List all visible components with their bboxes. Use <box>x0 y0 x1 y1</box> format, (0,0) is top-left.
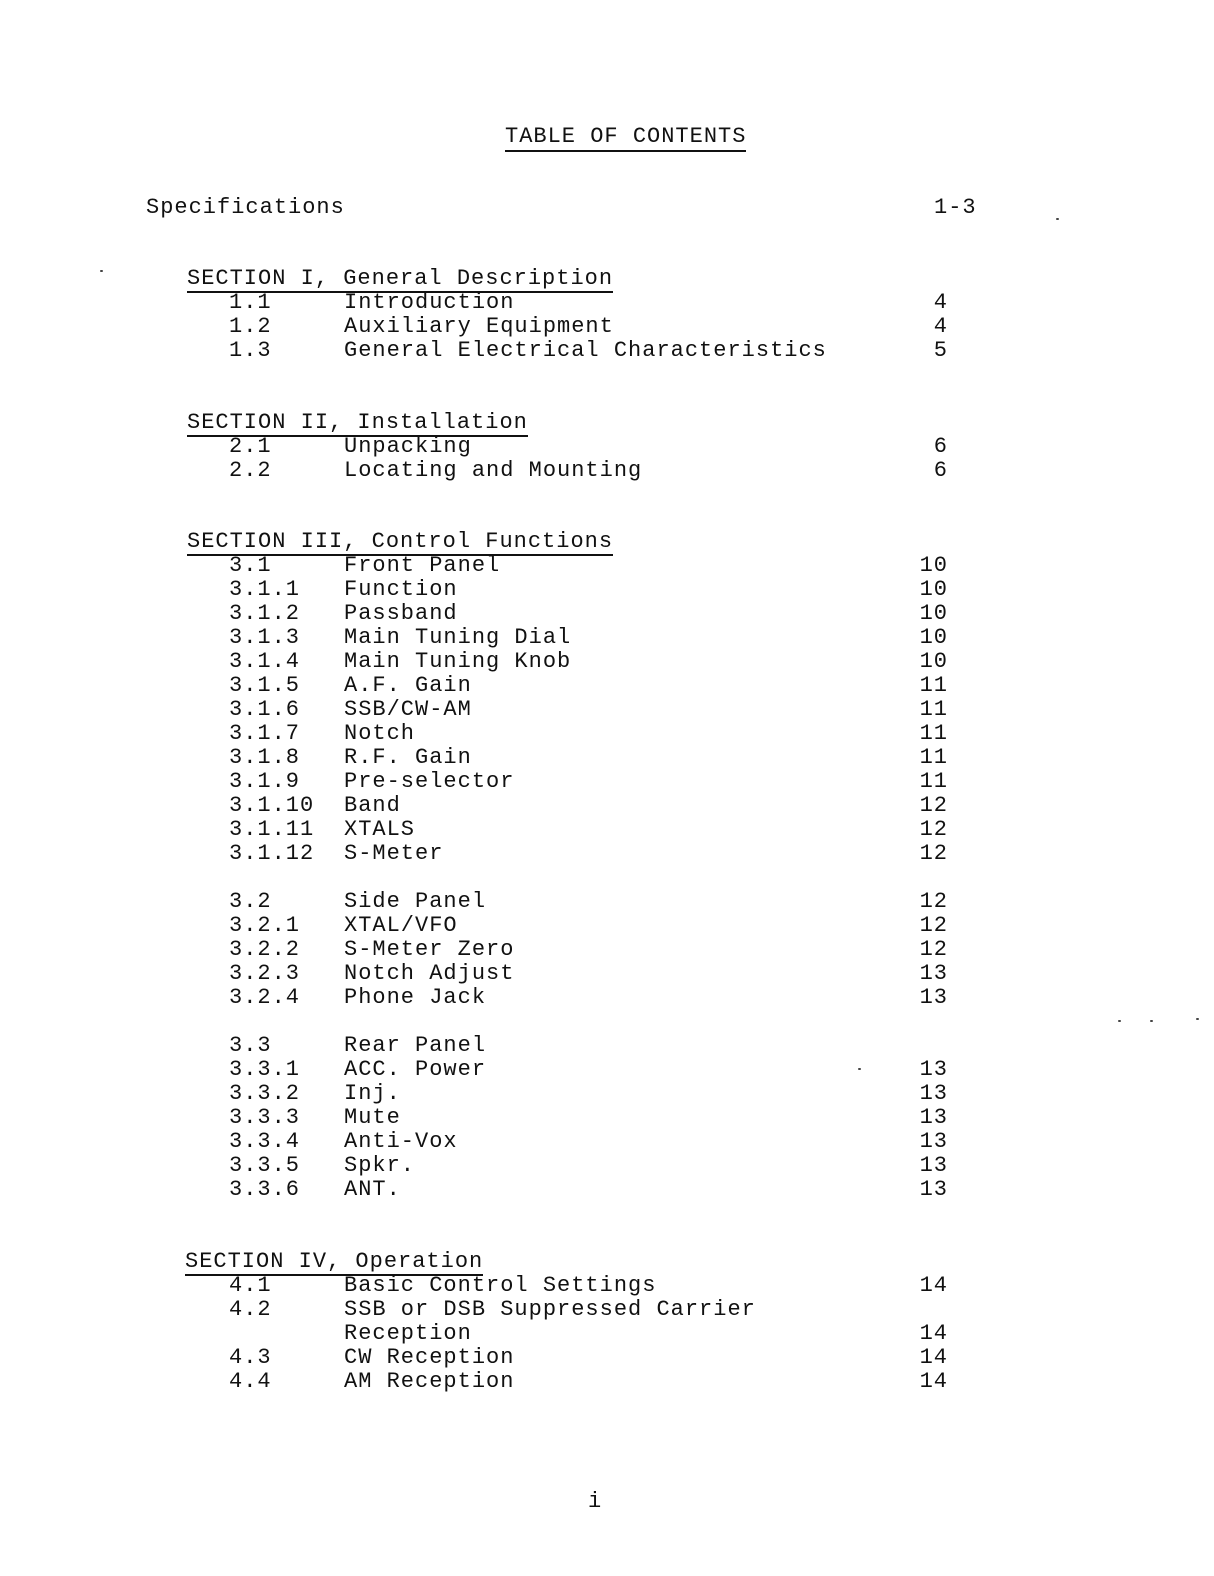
section-heading: SECTION IV, Operation <box>185 1249 484 1274</box>
entry-title: SSB or DSB Suppressed Carrier <box>344 1297 756 1322</box>
entry-title-continued: Reception <box>344 1321 472 1346</box>
entry-number: 3.2.4 <box>229 985 301 1010</box>
entry-page: 13 <box>919 961 948 986</box>
specifications-page: 1-3 <box>934 195 977 220</box>
entry-number: 3.2 <box>229 889 272 914</box>
entry-page: 13 <box>919 985 948 1010</box>
entry-number: 3.3.4 <box>229 1129 301 1154</box>
entry-title: General Electrical Characteristics <box>344 338 827 363</box>
entry-page: 11 <box>919 697 948 722</box>
entry-page: 14 <box>919 1369 948 1394</box>
page-title: TABLE OF CONTENTS <box>505 124 746 152</box>
entry-page: 12 <box>919 841 948 866</box>
scan-speck <box>100 270 103 272</box>
scan-speck <box>1056 218 1059 220</box>
entry-page: 4 <box>933 314 948 339</box>
entry-number: 3.1.1 <box>229 577 301 602</box>
entry-number: 3.3.6 <box>229 1177 301 1202</box>
entry-number: 1.2 <box>229 314 272 339</box>
entry-page: 11 <box>919 769 948 794</box>
entry-number: 3.3.2 <box>229 1081 301 1106</box>
entry-page: 14 <box>919 1273 948 1298</box>
entry-page: 12 <box>919 937 948 962</box>
entry-number: 3.1 <box>229 553 272 578</box>
entry-page: 12 <box>919 817 948 842</box>
entry-number: 4.3 <box>229 1345 272 1370</box>
entry-number: 4.1 <box>229 1273 272 1298</box>
entry-title: Spkr. <box>344 1153 416 1178</box>
entry-title: CW Reception <box>344 1345 515 1370</box>
entry-number: 3.1.3 <box>229 625 301 650</box>
entry-number: 3.1.2 <box>229 601 301 626</box>
entry-number: 3.1.7 <box>229 721 301 746</box>
entry-page: 13 <box>919 1105 948 1130</box>
entry-title: S-Meter <box>344 841 444 866</box>
entry-title: Anti-Vox <box>344 1129 458 1154</box>
entry-page: 14 <box>919 1321 948 1346</box>
entry-number: 3.1.11 <box>229 817 315 842</box>
entry-title: Notch <box>344 721 416 746</box>
entry-title: Function <box>344 577 458 602</box>
entry-page: 13 <box>919 1129 948 1154</box>
entry-page: 10 <box>919 577 948 602</box>
entry-page: 11 <box>919 721 948 746</box>
entry-page: 6 <box>933 458 948 483</box>
entry-number: 2.2 <box>229 458 272 483</box>
entry-title: Phone Jack <box>344 985 487 1010</box>
scan-speck <box>858 1068 861 1070</box>
entry-title: Basic Control Settings <box>344 1273 657 1298</box>
specifications-label: Specifications <box>146 195 345 220</box>
entry-page: 5 <box>933 338 948 363</box>
entry-number: 3.2.3 <box>229 961 301 986</box>
entry-title: Rear Panel <box>344 1033 487 1058</box>
entry-title: Notch Adjust <box>344 961 515 986</box>
entry-title: A.F. Gain <box>344 673 472 698</box>
entry-number: 3.1.12 <box>229 841 315 866</box>
entry-title: Auxiliary Equipment <box>344 314 614 339</box>
entry-title: Main Tuning Dial <box>344 625 572 650</box>
entry-title: Locating and Mounting <box>344 458 643 483</box>
entry-number: 3.3.1 <box>229 1057 301 1082</box>
scan-speck <box>1118 1020 1121 1022</box>
entry-page: 14 <box>919 1345 948 1370</box>
entry-title: Unpacking <box>344 434 472 459</box>
entry-title: S-Meter Zero <box>344 937 515 962</box>
entry-number: 1.3 <box>229 338 272 363</box>
section-heading: SECTION I, General Description <box>187 266 614 291</box>
entry-page: 12 <box>919 889 948 914</box>
entry-page: 10 <box>919 649 948 674</box>
entry-page: 11 <box>919 673 948 698</box>
entry-number: 3.3 <box>229 1033 272 1058</box>
entry-number: 3.3.5 <box>229 1153 301 1178</box>
entry-title: Front Panel <box>344 553 501 578</box>
entry-number: 3.1.5 <box>229 673 301 698</box>
entry-number: 4.4 <box>229 1369 272 1394</box>
entry-number: 3.1.4 <box>229 649 301 674</box>
entry-page: 13 <box>919 1081 948 1106</box>
page-number: i <box>588 1489 603 1514</box>
entry-number: 1.1 <box>229 290 272 315</box>
section-heading: SECTION III, Control Functions <box>187 529 614 554</box>
entry-title: XTAL/VFO <box>344 913 458 938</box>
entry-title: R.F. Gain <box>344 745 472 770</box>
entry-title: ANT. <box>344 1177 401 1202</box>
entry-title: SSB/CW-AM <box>344 697 472 722</box>
scan-speck <box>1150 1020 1153 1022</box>
entry-number: 3.1.6 <box>229 697 301 722</box>
scan-speck <box>1196 1018 1199 1020</box>
entry-title: Band <box>344 793 401 818</box>
entry-page: 13 <box>919 1177 948 1202</box>
entry-page: 6 <box>933 434 948 459</box>
entry-number: 3.2.1 <box>229 913 301 938</box>
entry-page: 11 <box>919 745 948 770</box>
entry-page: 4 <box>933 290 948 315</box>
entry-number: 3.1.9 <box>229 769 301 794</box>
entry-page: 10 <box>919 625 948 650</box>
section-heading: SECTION II, Installation <box>187 410 528 435</box>
entry-number: 2.1 <box>229 434 272 459</box>
entry-number: 3.3.3 <box>229 1105 301 1130</box>
entry-title: Side Panel <box>344 889 487 914</box>
entry-title: Pre-selector <box>344 769 515 794</box>
entry-title: AM Reception <box>344 1369 515 1394</box>
entry-title: ACC. Power <box>344 1057 487 1082</box>
entry-page: 13 <box>919 1153 948 1178</box>
entry-number: 3.1.8 <box>229 745 301 770</box>
entry-page: 12 <box>919 913 948 938</box>
entry-title: Inj. <box>344 1081 401 1106</box>
entry-title: Mute <box>344 1105 401 1130</box>
entry-title: XTALS <box>344 817 416 842</box>
entry-page: 10 <box>919 553 948 578</box>
entry-title: Introduction <box>344 290 515 315</box>
entry-title: Passband <box>344 601 458 626</box>
entry-page: 10 <box>919 601 948 626</box>
entry-number: 3.1.10 <box>229 793 315 818</box>
entry-title: Main Tuning Knob <box>344 649 572 674</box>
entry-page: 12 <box>919 793 948 818</box>
entry-number: 4.2 <box>229 1297 272 1322</box>
entry-page: 13 <box>919 1057 948 1082</box>
entry-number: 3.2.2 <box>229 937 301 962</box>
